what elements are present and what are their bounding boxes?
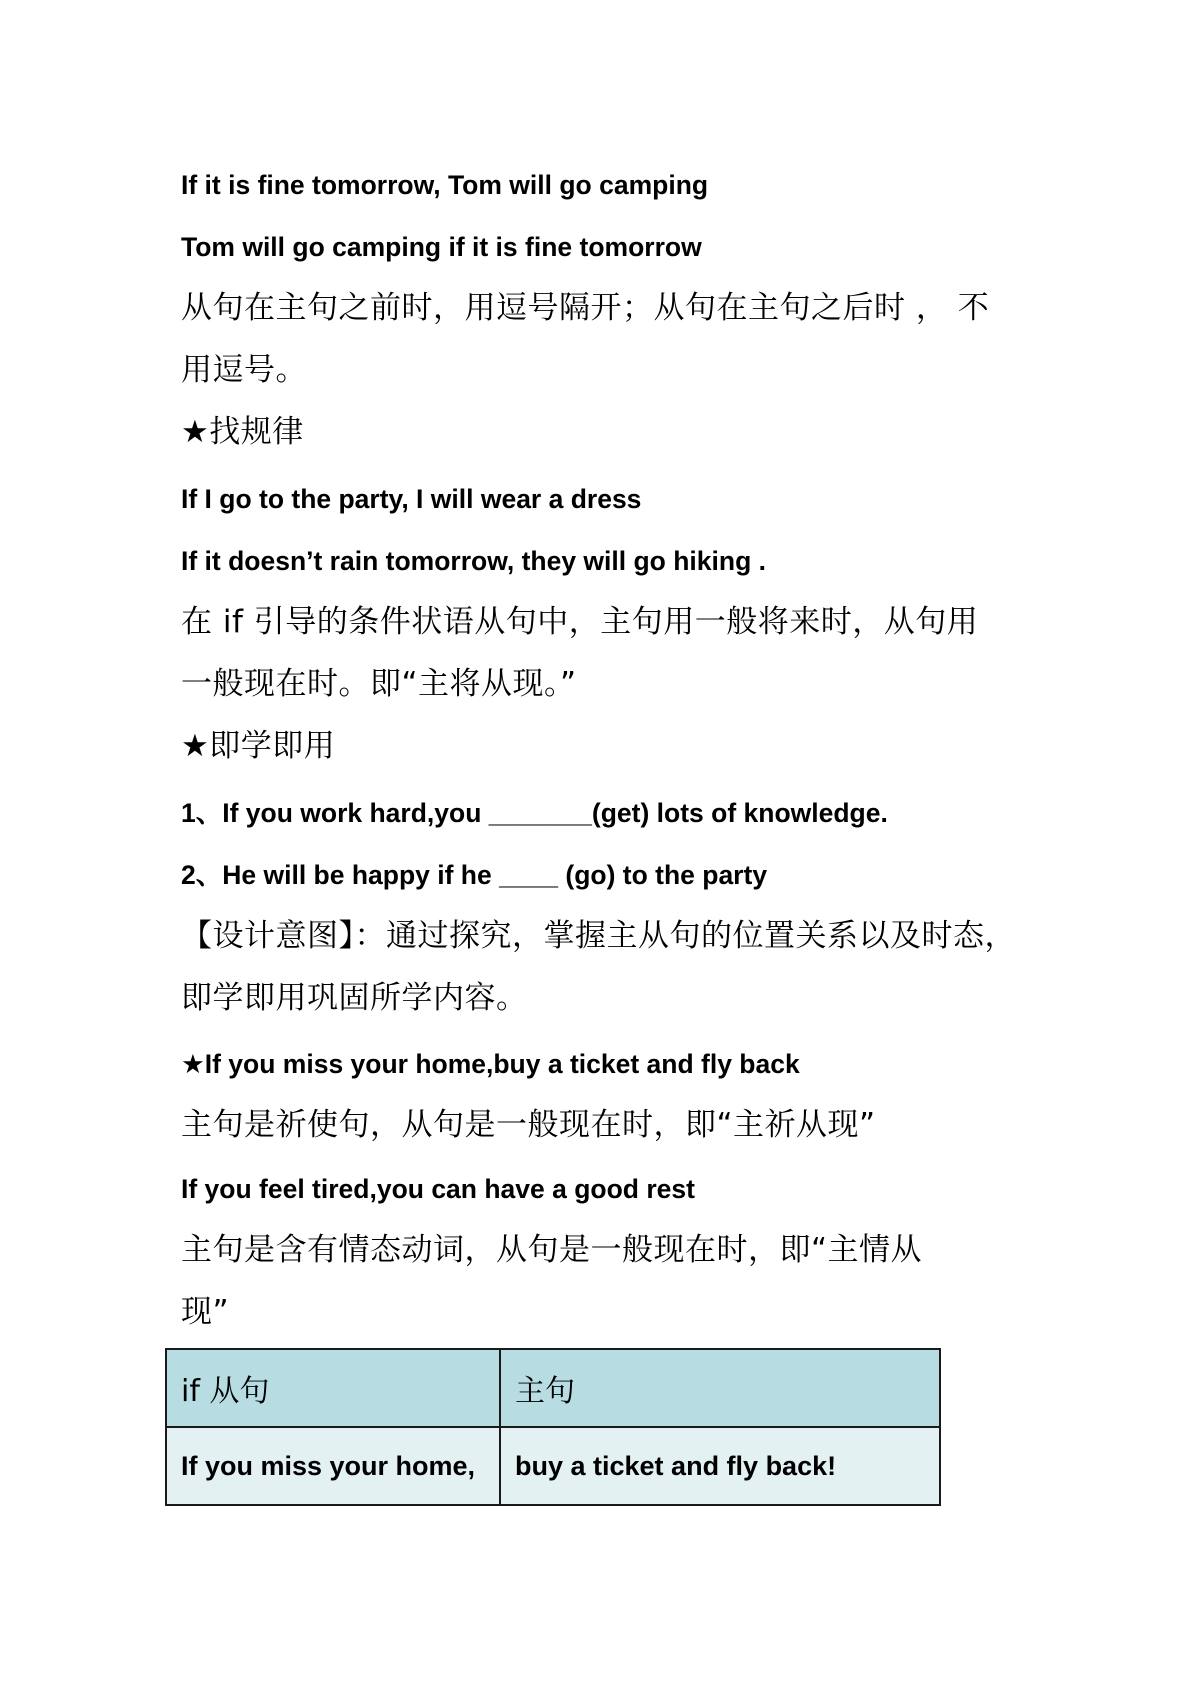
table-cell-main-clause (500, 1427, 940, 1505)
table-cell-if-clause (166, 1427, 500, 1505)
exercise-1: 1、If you work hard,you _______(get) lots of knowledge. (181, 798, 888, 828)
rule-comma-line-2: 用逗号。 (181, 352, 307, 388)
example-sentence-imperative: ★If you miss your home,buy a ticket and fly back (181, 1049, 800, 1079)
table-header-if-clause-label: if 从句 (181, 1374, 270, 1409)
table-header-main-clause-label: 主句 (515, 1374, 575, 1409)
example-sentence-4: If it doesn’t rain tomorrow, they will go hiking . (181, 546, 766, 576)
rule-imperative: 主句是祈使句，从句是一般现在时，即“主祈从现” (181, 1107, 876, 1143)
rule-tense-line-1: 在 if 引导的条件状语从句中，主句用一般将来时，从句用 (181, 604, 979, 640)
example-sentence-modal: If you feel tired,you can have a good rest (181, 1174, 695, 1204)
example-sentence-3: If I go to the party, I will wear a dress (181, 484, 642, 514)
rule-modal-line-2: 现” (181, 1294, 230, 1330)
rule-modal-line-1: 主句是含有情态动词，从句是一般现在时，即“主情从 (181, 1232, 923, 1268)
table-header-row (166, 1349, 940, 1427)
example-sentence-1: If it is fine tomorrow, Tom will go camping (181, 170, 709, 200)
design-intent-line-1: 【设计意图】：通过探究，掌握主从句的位置关系以及时态， (181, 918, 1016, 954)
clause-table (165, 1348, 941, 1506)
exercise-2: 2、He will be happy if he ____ (go) to the party (181, 860, 768, 890)
section-heading-find-pattern: ★找规律 (181, 414, 304, 450)
rule-comma-line-1: 从句在主句之前时，用逗号隔开；从句在主句之后时 ， 不 (181, 290, 990, 326)
design-intent-line-2: 即学即用巩固所学内容。 (181, 980, 528, 1016)
table-row (166, 1427, 940, 1505)
table-cell-if-clause-text: If you miss your home, (181, 1450, 476, 1481)
rule-tense-line-2: 一般现在时。即“主将从现。” (181, 666, 577, 702)
table-header-main-clause (500, 1349, 940, 1427)
section-heading-practice: ★即学即用 (181, 728, 336, 764)
table-cell-main-clause-text: buy a ticket and fly back! (515, 1450, 837, 1481)
example-sentence-2: Tom will go camping if it is fine tomorrow (181, 232, 702, 262)
table-header-if-clause (166, 1349, 500, 1427)
